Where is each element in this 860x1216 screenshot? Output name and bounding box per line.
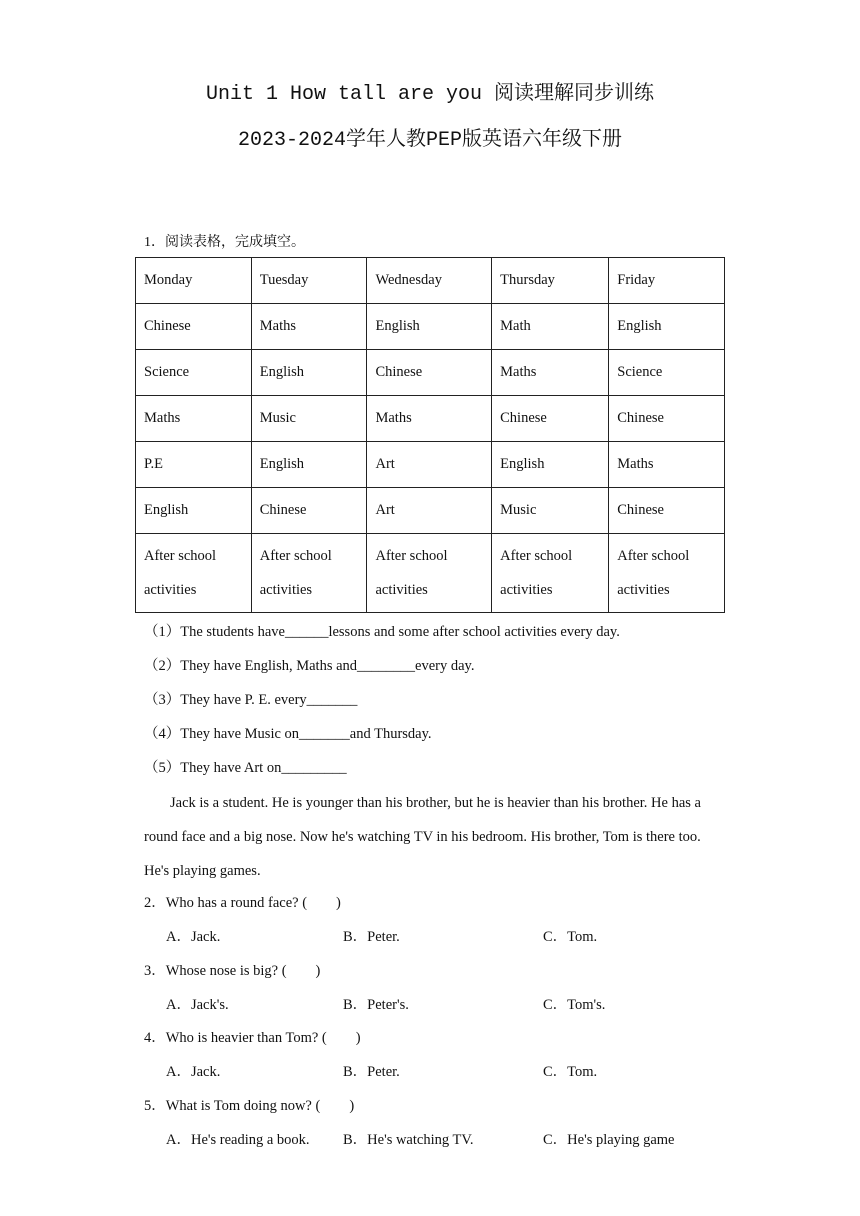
question-2-option-a: A．Jack. [166, 929, 221, 945]
question-3-option-b: B．Peter's. [343, 997, 409, 1013]
table-cell [136, 534, 252, 613]
table-cell: Maths [136, 396, 252, 442]
cell-line: After school [500, 548, 573, 564]
table-cell: Music [492, 488, 609, 534]
table-row-activities [136, 534, 725, 613]
cell-line: After school [617, 548, 690, 564]
table-row [136, 304, 725, 350]
fill-item-4: （4）They have Music on_______and Thursday. [144, 726, 432, 742]
document-title: Unit 1 How tall are you 阅读理解同步训练 [205, 83, 655, 106]
table-cell: Music [251, 396, 367, 442]
schedule-table [135, 257, 725, 613]
table-cell: English [136, 488, 252, 534]
table-cell: Chinese [492, 396, 609, 442]
table-cell [609, 534, 725, 613]
table-cell: Chinese [136, 304, 252, 350]
table-cell: Chinese [367, 350, 492, 396]
table-cell: Chinese [609, 488, 725, 534]
table-cell: English [251, 350, 367, 396]
cell-line: activities [144, 582, 197, 598]
table-header-row [136, 258, 725, 304]
table-cell: English [609, 304, 725, 350]
cell-line: activities [617, 582, 670, 598]
fill-item-5: （5）They have Art on_________ [144, 760, 347, 776]
table-header-cell: Wednesday [367, 258, 492, 304]
table-row [136, 488, 725, 534]
table-cell: Science [136, 350, 252, 396]
table-header-cell: Monday [136, 258, 252, 304]
table-cell: English [492, 442, 609, 488]
question-5-option-b: B．He's watching TV. [343, 1132, 474, 1148]
table-cell: Science [609, 350, 725, 396]
table-cell: Chinese [251, 488, 367, 534]
question-4-option-a: A．Jack. [166, 1064, 221, 1080]
question-5-option-a: A．He's reading a book. [166, 1132, 310, 1148]
table-cell: P.E [136, 442, 252, 488]
cell-line: activities [259, 582, 313, 598]
question-5-option-c: C．He's playing game [543, 1132, 675, 1148]
cell-line: After school [259, 548, 332, 564]
table-cell [367, 534, 492, 613]
table-cell: Maths [367, 396, 492, 442]
cell-line: activities [375, 582, 428, 598]
question-1-label: 1．阅读表格，完成填空。 [144, 235, 305, 250]
table-cell: Maths [609, 442, 725, 488]
question-2-stem: 2．Who has a round face? ( ) [144, 895, 341, 911]
table-cell [492, 534, 609, 613]
table-cell [251, 534, 367, 613]
table-cell: Chinese [609, 396, 725, 442]
reading-passage: Jack is a student. He is younger than his brother, but he is heavier than his brother. He has a round face and a big nose. Now he's watching TV in his bedroom. His brother, Tom is there too. He's playing games. [144, 795, 701, 879]
table-header-cell: Tuesday [251, 258, 367, 304]
question-4-option-b: B．Peter. [343, 1064, 400, 1080]
question-4-option-c: C．Tom. [543, 1064, 598, 1080]
question-2-option-b: B．Peter. [343, 929, 400, 945]
table-cell: English [251, 442, 367, 488]
table-header-cell: Thursday [492, 258, 609, 304]
table-cell: Maths [251, 304, 367, 350]
document-subtitle: 2023-2024学年人教PEP版英语六年级下册 [237, 129, 623, 152]
table-cell: Maths [492, 350, 609, 396]
table-cell: English [367, 304, 492, 350]
cell-line: After school [375, 548, 448, 564]
cell-line: activities [500, 582, 553, 598]
question-3-option-a: A．Jack's. [166, 997, 229, 1013]
table-row [136, 442, 725, 488]
table-cell: Art [367, 442, 492, 488]
fill-item-1: （1）The students have______lessons and some after school activities every day. [144, 624, 620, 640]
question-3-option-c: C．Tom's. [543, 997, 606, 1013]
question-4-stem: 4．Who is heavier than Tom? ( ) [144, 1030, 361, 1046]
cell-line: After school [144, 548, 217, 564]
table-header-cell: Friday [609, 258, 725, 304]
table-cell: Math [492, 304, 609, 350]
table-row [136, 350, 725, 396]
table-cell: Art [367, 488, 492, 534]
question-3-stem: 3．Whose nose is big? ( ) [144, 963, 321, 979]
table-row [136, 396, 725, 442]
question-2-option-c: C．Tom. [543, 929, 598, 945]
question-5-stem: 5．What is Tom doing now? ( ) [144, 1098, 355, 1114]
fill-item-3: （3）They have P. E. every_______ [144, 692, 358, 708]
fill-item-2: （2）They have English, Maths and________every day. [144, 658, 475, 674]
